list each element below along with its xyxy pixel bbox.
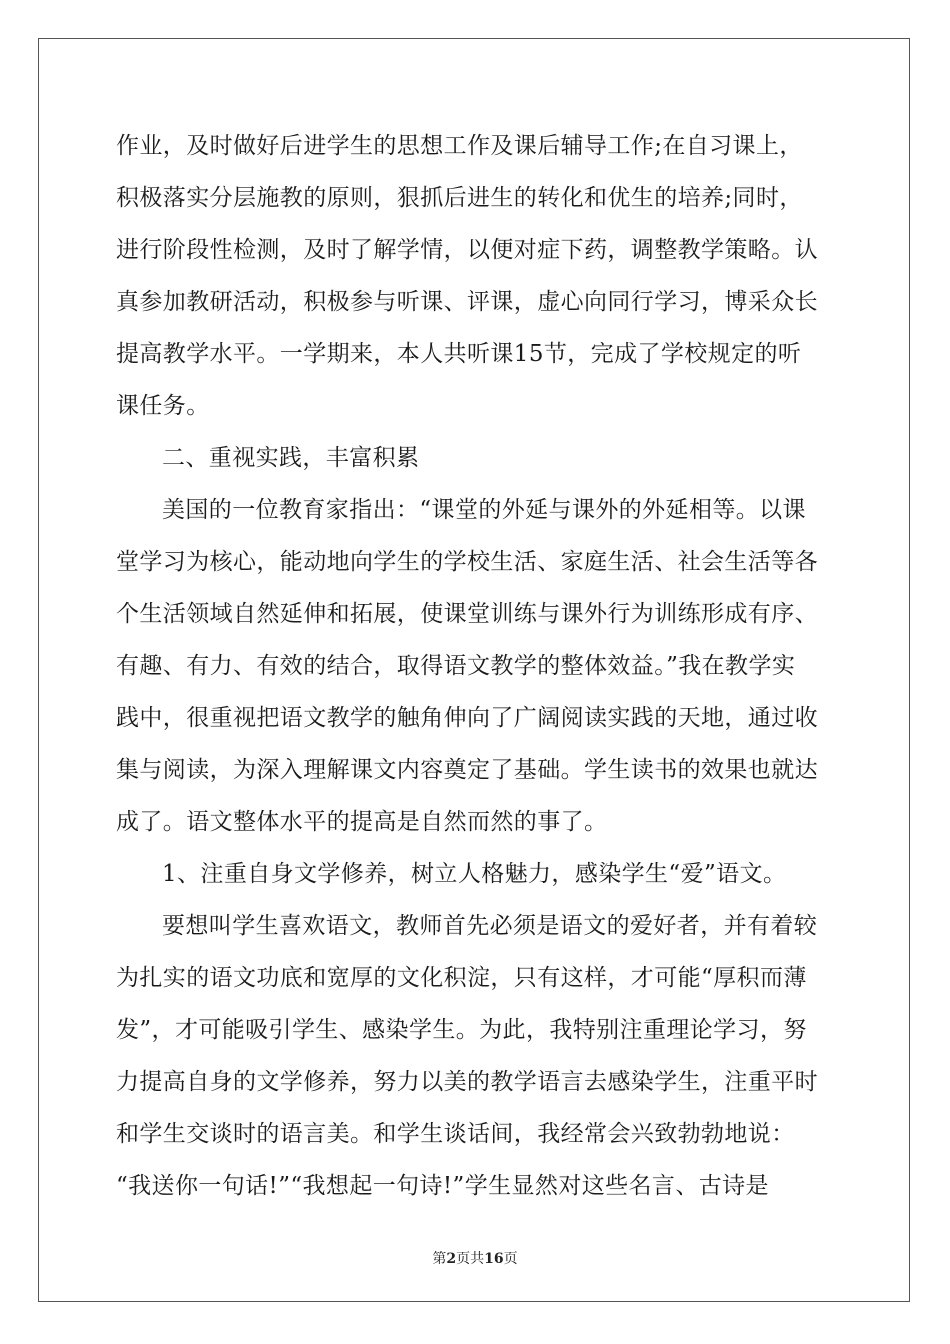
footer-total-pages: 16 xyxy=(484,1251,504,1267)
text-line: 美国的一位教育家指出：“课堂的外延与课外的外延相等。以课 xyxy=(162,497,806,523)
text-line: 为扎实的语文功底和宽厚的文化积淀，只有这样，才可能“厚积而薄 xyxy=(116,965,807,991)
text-line: 有趣、有力、有效的结合，取得语文教学的整体效益。”我在教学实 xyxy=(116,653,796,679)
text-line: 要想叫学生喜欢语文，教师首先必须是语文的爱好者，并有着较 xyxy=(162,913,818,939)
text-line: 进行阶段性检测，及时了解学情，以便对症下药，调整教学策略。认 xyxy=(116,237,818,263)
text-line: 发”，才可能吸引学生、感染学生。为此，我特别注重理论学习，努 xyxy=(116,1017,807,1043)
footer-page-suffix: 页 xyxy=(456,1251,471,1267)
text-line: 个生活领域自然延伸和拓展，使课堂训练与课外行为训练形成有序、 xyxy=(116,601,818,627)
text-line: 和学生交谈时的语言美。和学生谈话间，我经常会兴致勃勃地说： xyxy=(116,1121,795,1147)
text-line: 真参加教研活动，积极参与听课、评课，虚心向同行学习，博采众长 xyxy=(116,289,818,315)
text-line: 践中，很重视把语文教学的触角伸向了广阔阅读实践的天地，通过收 xyxy=(116,705,818,731)
text-line: 1、注重自身文学修养，树立人格魅力，感染学生“爱”语文。 xyxy=(162,861,787,887)
text-line: 堂学习为核心，能动地向学生的学校生活、家庭生活、社会生活等各 xyxy=(116,549,818,575)
footer-total-prefix: 共 xyxy=(470,1251,485,1267)
text-line: 成了。语文整体水平的提高是自然而然的事了。 xyxy=(116,809,608,835)
page-footer xyxy=(0,1248,950,1268)
text-line: 作业，及时做好后进学生的思想工作及课后辅导工作;在自习课上， xyxy=(116,133,803,159)
text-line: 力提高自身的文学修养，努力以美的教学语言去感染学生，注重平时 xyxy=(116,1069,818,1095)
text-line: 积极落实分层施教的原则，狠抓后进生的转化和优生的培养;同时， xyxy=(116,185,803,211)
footer-page-prefix: 第 xyxy=(432,1251,447,1267)
document-body xyxy=(116,120,836,1212)
text-line: “我送你一句话!”“我想起一句诗!”学生显然对这些名言、古诗是 xyxy=(116,1173,769,1199)
footer-total-suffix: 页 xyxy=(503,1251,518,1267)
text-line: 提高教学水平。一学期来，本人共听课15节，完成了学校规定的听 xyxy=(116,341,802,367)
text-line: 集与阅读，为深入理解课文内容奠定了基础。学生读书的效果也就达 xyxy=(116,757,818,783)
text-line: 二、重视实践，丰富积累 xyxy=(162,445,420,471)
text-line: 课任务。 xyxy=(116,393,210,419)
footer-page-number: 2 xyxy=(446,1251,457,1267)
